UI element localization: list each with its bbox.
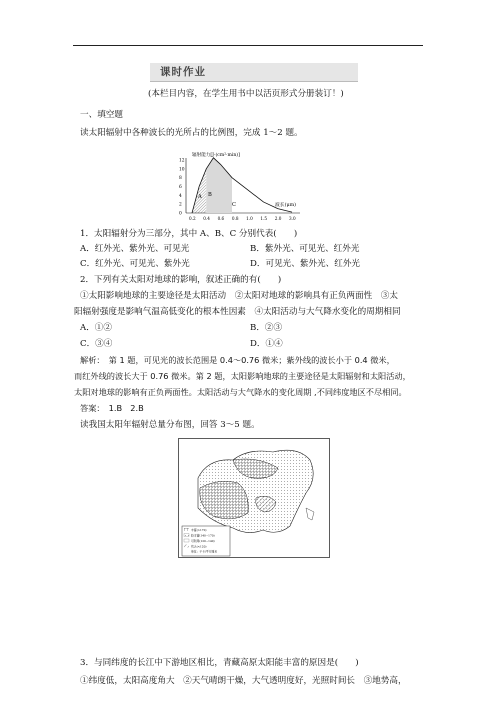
label-a: A [198, 194, 202, 200]
q2-stem: 2．下列有关太阳对地球的影响，叙述正确的有( ) [80, 275, 282, 285]
y-tick-label: 4 [179, 193, 182, 199]
q3-stem: 3．与同纬度的长江中下游地区相比，青藏高原太阳能丰富的原因是( ) [80, 658, 359, 668]
legend-unit: 单位：千卡/平方厘米 [191, 549, 218, 554]
banner-title: 课时作业 [160, 66, 206, 78]
radiation-chart [170, 150, 320, 225]
x-ticks [189, 216, 296, 221]
q2-option-d: D．①④ [250, 339, 283, 349]
q1-option-b: B．紫外光、可见光、红外光 [250, 244, 360, 254]
q2-line-1: ①太阳影响地球的主要途径是太阳活动 ②太阳对地球的影响具有正负两面性 ③太 [80, 291, 398, 301]
x-tick-label: 0.2 [189, 216, 196, 221]
q1-stem: 1．太阳辐射分为三部分，其中 A、B、C 分别代表( ) [80, 229, 298, 239]
legend-text-4: 贫乏(<120) [191, 544, 207, 549]
q1-option-c: C．红外光、可见光、紫外光 [80, 259, 190, 269]
q1-option-d: D．可见光、紫外光、红外光 [250, 259, 361, 269]
y-tick-label: 8 [179, 176, 182, 182]
y-tick-label: 6 [179, 185, 182, 190]
section-heading: 一、填空题 [80, 110, 123, 120]
legend-swatch-1 [184, 528, 189, 531]
x-tick-label: 3.0 [289, 216, 296, 221]
x-tick-label: 0.8 [231, 216, 239, 221]
q1-option-a: A．红外光、紫外光、可见光 [80, 244, 190, 254]
x-tick-label: 0.4 [203, 216, 210, 221]
q2-option-b: B．②③ [250, 323, 283, 333]
x-tick-label: 1.0 [246, 216, 253, 221]
y-tick-label: 2 [179, 202, 182, 208]
header-rule [73, 45, 423, 46]
analysis-line-1: 解析： 第 1 题，可见光的波长范围是 0.4～0.76 微米；紫外线的波长小于 0.4 微米， [80, 355, 395, 365]
china-radiation-map [178, 438, 330, 558]
answer-line: 答案： 1.B 2.B [80, 403, 144, 413]
region-b [206, 158, 232, 213]
y-tick-label: 12 [179, 158, 185, 164]
q2-option-c: C．③④ [80, 339, 113, 349]
q2-option-a: A．①② [80, 323, 112, 333]
note-text: (本栏目内容，在学生用书中以活页形式分册装订！) [148, 89, 344, 99]
legend-text-1: 丰富(>170) [191, 527, 207, 532]
legend-swatch-3 [184, 539, 189, 542]
q3-line-1: ①纬度低，太阳高度角大 ②天气晴朗干燥，大气透明度好，光照时间长 ③地势高， [80, 676, 407, 686]
intro-2: 读我国太阳年辐射总量分布图，回答 3～5 题。 [80, 420, 260, 430]
legend-text-3: 可利用(120~140) [191, 538, 215, 543]
legend-swatch-4 [184, 545, 189, 548]
analysis-line-2: 而红外线的波长大于 0.76 微米。第 2 题，太阳影响地球的主要途径是太阳辐射和太阳活动， [74, 371, 411, 381]
label-b: B [208, 192, 212, 198]
x-tick-label: 0.6 [217, 216, 225, 221]
y-ticks [179, 159, 185, 217]
q2-line-2: 阳辐射强度是影响气温高低变化的根本性因素 ④太阳活动与大气降水变化的周期相同 [74, 307, 401, 317]
analysis-line-3: 太阳对地球的影响有正负两面性。太阳活动与大气降水的变化周期 ,不同纬度地区不尽相同。 [74, 387, 407, 397]
legend-swatch-2 [184, 534, 189, 537]
chart-ylabel: 辐射能力[J·(cm²·min)] [192, 153, 240, 158]
x-tick-label: 2.0 [274, 216, 282, 221]
x-tick-label: 1.5 [260, 216, 268, 221]
legend-text-2: 较丰富(140~170) [191, 533, 215, 538]
label-c: C [232, 202, 236, 208]
chart-xlabel: 波长(μm) [275, 203, 297, 208]
y-tick-label: 0 [179, 211, 182, 217]
intro-1: 读太阳辐射中各种波长的光所占的比例图，完成 1～2 题。 [80, 128, 303, 138]
y-tick-label: 10 [179, 167, 185, 173]
